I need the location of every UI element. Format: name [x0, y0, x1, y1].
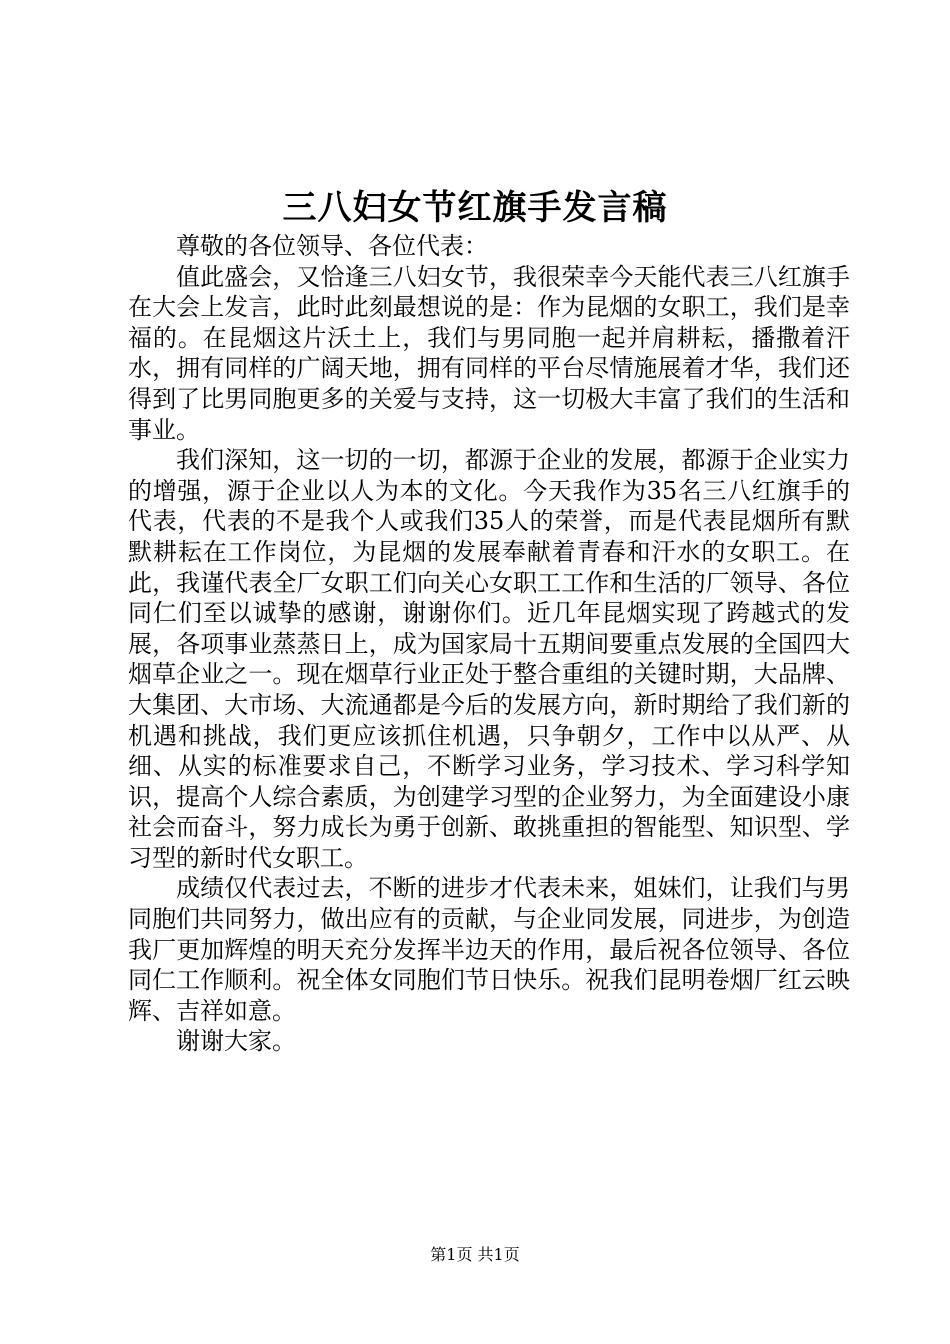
body-paragraph: 成绩仅代表过去，不断的进步才代表未来，姐妹们，让我们与男同胞们共同努力，做出应有的贡献，与企业同发展，同进步，为创造我厂更加辉煌的明天充分发挥半边天的作用，最后祝各位领导、各位同仁工作顺利。祝全体女同胞们节日快乐。祝我们昆明卷烟厂红云映辉、吉祥如意。 [128, 874, 850, 1025]
page-footer: 第1页 共1页 [430, 1245, 520, 1264]
closing-paragraph: 谢谢大家。 [176, 1027, 296, 1056]
document-title: 三八妇女节红旗手发言稿 [282, 188, 668, 228]
document-body [128, 231, 850, 1057]
body-paragraph: 值此盛会，又恰逢三八妇女节，我很荣幸今天能代表三八红旗手在大会上发言，此时此刻最想说的是：作为昆烟的女职工，我们是幸福的。在昆烟这片沃土上，我们与男同胞一起并肩耕耘，播撒着汗水，拥有同样的广阔天地，拥有同样的平台尽情施展着才华，我们还得到了比男同胞更多的关爱与支持，这一切极大丰富了我们的生活和事业。 [128, 262, 850, 444]
body-paragraph: 我们深知，这一切的一切，都源于企业的发展，都源于企业实力的增强，源于企业以人为本的文化。今天我作为35名三八红旗手的代表，代表的不是我个人或我们35人的荣誉，而是代表昆烟所有默默耕耘在工作岗位，为昆烟的发展奉献着青春和汗水的女职工。在此，我谨代表全厂女职工们向关心女职工工作和生活的厂领导、各位同仁们至以诚挚的感谢，谢谢你们。近几年昆烟实现了跨越式的发展，各项事业蒸蒸日上，成为国家局十五期间要重点发展的全国四大烟草企业之一。现在烟草行业正处于整合重组的关键时期，大品牌、大集团、大市场、大流通都是今后的发展方向，新时期给了我们新的机遇和挑战，我们更应该抓住机遇，只争朝夕，工作中以从严、从细、从实的标准要求自己，不断学习业务，学习技术、学习科学知识，提高个人综合素质，为创建学习型的企业努力，为全面建设小康社会而奋斗，努力成长为勇于创新、敢挑重担的智能型、知识型、学习型的新时代女职工。 [128, 446, 850, 872]
salutation-paragraph: 尊敬的各位领导、各位代表： [176, 232, 488, 260]
